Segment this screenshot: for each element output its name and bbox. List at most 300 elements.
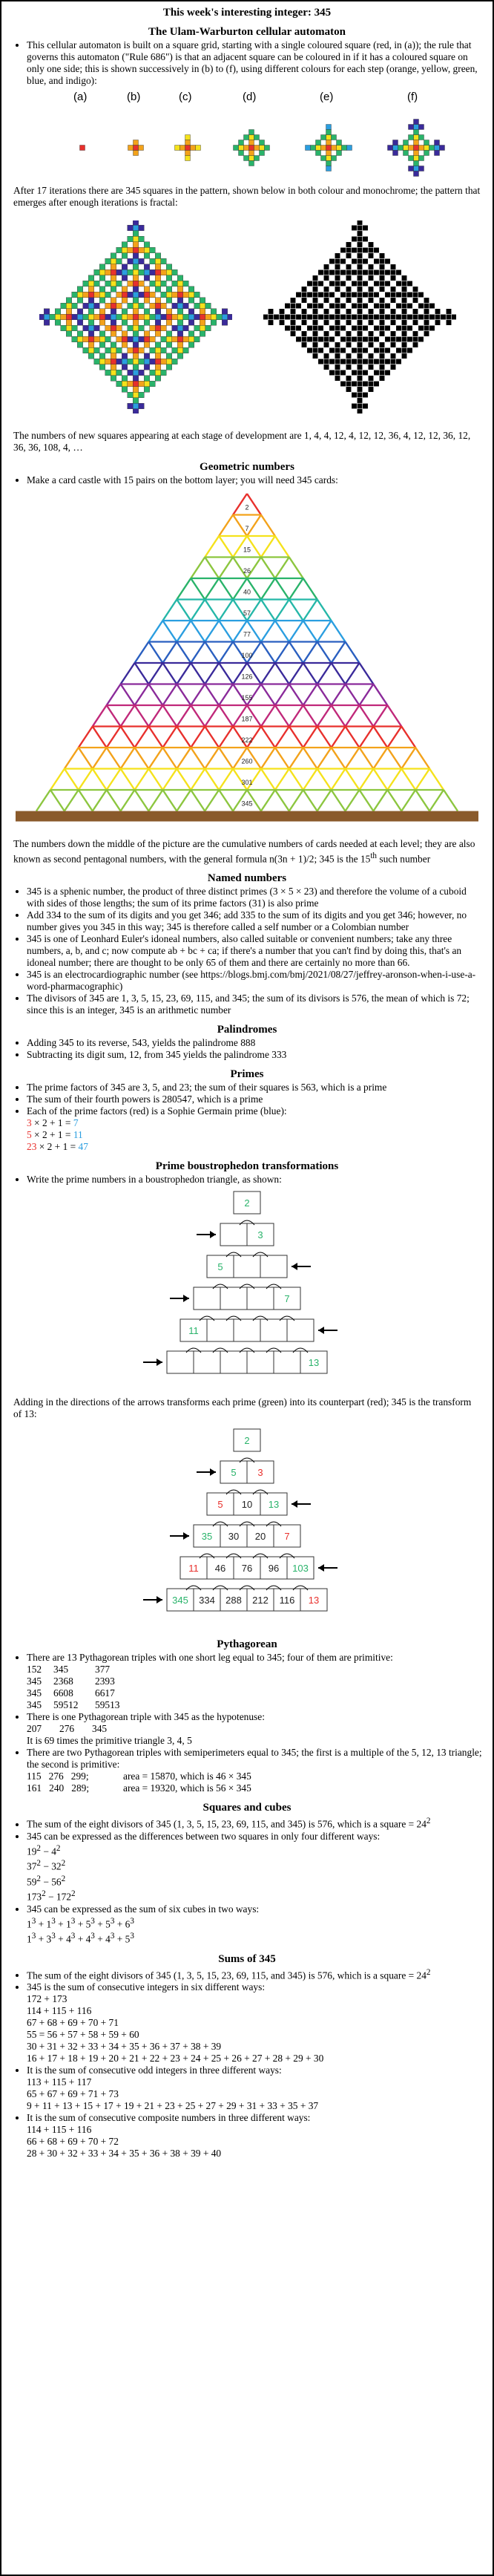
triple-value: 152 [27, 1664, 42, 1676]
pattern-cell-mono [412, 320, 418, 326]
card [289, 769, 303, 791]
card [275, 748, 289, 769]
tri-cell [167, 1351, 194, 1373]
stage-cell [185, 146, 191, 151]
pattern-cell-mono [329, 347, 335, 353]
pattern-cell [144, 387, 150, 393]
pattern-cell-mono [301, 292, 307, 298]
pattern-cell [133, 258, 139, 264]
stage-cell [332, 146, 337, 151]
triple-value: 345 [27, 1687, 42, 1699]
pattern-cell [61, 314, 67, 320]
pattern-cell [188, 292, 194, 298]
pattern-cell [144, 336, 150, 342]
card [275, 663, 289, 684]
pattern-cell-mono [346, 320, 352, 326]
pattern-cell-mono [379, 264, 385, 270]
pattern-cell-mono [379, 325, 385, 331]
stage-cell [306, 146, 311, 151]
stage-cell [332, 156, 337, 161]
pattern-cell [172, 269, 178, 275]
pattern-cell-mono [435, 320, 441, 326]
card [275, 536, 289, 558]
tri-value: 2 [244, 1435, 250, 1447]
tri-value: 76 [241, 1563, 253, 1575]
stage-cell [321, 146, 326, 151]
pattern-cell [77, 298, 83, 304]
pattern-cell-mono [357, 258, 363, 264]
op: + [94, 1933, 106, 1945]
stage-cell [424, 151, 429, 156]
pattern-cell-mono [407, 314, 413, 320]
card [177, 705, 191, 727]
card [429, 790, 444, 811]
pattern-cell-mono [307, 292, 313, 298]
pattern-cell-mono [318, 269, 324, 275]
base: 1 [27, 1933, 32, 1945]
pattern-cell-mono [368, 342, 374, 348]
named-item: • Add 334 to the sum of its digits and you get 346; add 335 to the sum of its digits and you get 346; however, no number gives you 345 in this way; 345 is therefore called a self number or a Colombian number [27, 909, 482, 933]
pattern-cell-mono [307, 303, 313, 309]
pattern-cell-mono [379, 258, 385, 264]
tri-value: 3 [257, 1229, 263, 1241]
stage-cell [414, 130, 419, 135]
pattern-cell-mono [424, 314, 429, 320]
pattern-cell-mono [363, 303, 369, 309]
card [219, 642, 233, 664]
exp: 2 [36, 1843, 41, 1853]
geometric-after-sup: th [370, 851, 378, 860]
pattern-cell-mono [385, 292, 391, 298]
pattern-cell [133, 320, 139, 326]
pattern-cell [222, 314, 228, 320]
card [261, 790, 275, 811]
pattern-cell [133, 298, 139, 304]
pattern-cell [116, 258, 122, 264]
exp: 2 [36, 1874, 41, 1883]
triple-row [27, 1676, 482, 1687]
base: 37 [27, 1860, 37, 1872]
card [162, 684, 177, 706]
pattern-cell-mono [340, 314, 346, 320]
op: + [36, 1933, 47, 1945]
pattern-cell-mono [379, 269, 385, 275]
pattern-cell-mono [301, 314, 307, 320]
pattern-cell [122, 359, 128, 365]
pattern-cell [128, 403, 134, 409]
pattern-cell-mono [396, 347, 402, 353]
pattern-cell-mono [268, 320, 274, 326]
base: 59 [27, 1876, 37, 1888]
stage-cell [414, 146, 419, 151]
stage-cell [128, 146, 134, 151]
pattern-cell-mono [307, 347, 313, 353]
pattern-cell [144, 381, 150, 387]
pattern-cell [122, 242, 128, 248]
pattern-cell [133, 292, 139, 298]
pattern-cell-mono [374, 281, 380, 287]
pattern-cell-mono [368, 269, 374, 275]
pattern-cell [144, 314, 150, 320]
base: 4 [85, 1933, 91, 1945]
pattern-cell-mono [318, 303, 324, 309]
pattern-cell [194, 314, 200, 320]
card [387, 748, 401, 769]
pattern-cell-mono [390, 275, 396, 281]
card [346, 790, 360, 811]
pattern-cell-mono [323, 359, 329, 365]
pattern-cell-mono [335, 298, 340, 304]
pattern-cell-mono [346, 264, 352, 270]
semi-area: area = 19320, which is 56 × 345 [123, 1782, 251, 1794]
card [346, 748, 360, 769]
tri-value: 96 [268, 1563, 280, 1575]
pattern-cell [88, 342, 94, 348]
triple-value: 59512 [53, 1699, 79, 1711]
op: + [114, 1918, 125, 1930]
pattern-cell-mono [296, 292, 302, 298]
pattern-cell-mono [363, 258, 369, 264]
card [289, 790, 303, 811]
stage-cell [347, 146, 352, 151]
pattern-cell [55, 314, 61, 320]
pattern-cell [166, 298, 172, 304]
pattern-cell-mono [357, 403, 363, 409]
safe-prime: 11 [73, 1129, 83, 1141]
pattern-cell-mono [390, 314, 396, 320]
stage-cell [191, 146, 196, 151]
pattern-cell [139, 381, 145, 387]
pattern-cell-mono [385, 325, 391, 331]
card [148, 748, 162, 769]
pattern-cell [144, 359, 150, 365]
card [121, 663, 135, 684]
tri-value: 116 [279, 1595, 295, 1606]
stage-cell [326, 166, 332, 171]
stage-cell [424, 140, 429, 146]
base: 3 [46, 1933, 52, 1945]
pattern-cell [133, 303, 139, 309]
exp: 2 [36, 1859, 41, 1869]
op: + [94, 1918, 106, 1930]
pattern-cell [133, 231, 139, 237]
sophie-germain-lines [12, 1117, 482, 1153]
card-count-label: 77 [243, 630, 251, 638]
pattern-cell [150, 347, 156, 353]
pattern-cell-mono [268, 309, 274, 315]
pattern-cell [200, 303, 205, 309]
card [261, 536, 275, 558]
pattern-cell-mono [368, 253, 374, 259]
pattern-cell-mono [335, 303, 340, 309]
card [415, 769, 429, 791]
pattern-cell [200, 331, 205, 337]
card [135, 769, 149, 791]
exp: 3 [130, 1932, 134, 1941]
named-list [12, 886, 482, 1016]
pattern-cell-mono [301, 287, 307, 292]
pattern-cell-mono [368, 287, 374, 292]
pattern-cell [133, 309, 139, 315]
card [275, 621, 289, 642]
pattern-cell-mono [346, 292, 352, 298]
pattern-cell-mono [296, 303, 302, 309]
triple-value: 2393 [95, 1676, 115, 1687]
card [387, 727, 401, 748]
square-diff [27, 1843, 482, 1857]
pattern-cell [166, 336, 172, 342]
stage-cell [409, 156, 414, 161]
pattern-cell [99, 298, 105, 304]
pattern-cell-mono [418, 292, 424, 298]
pattern-cell-mono [279, 320, 285, 326]
pattern-cell [177, 287, 183, 292]
op: − [45, 1891, 56, 1903]
pattern-cell [122, 287, 128, 292]
named-item: • 345 is a sphenic number, the product of three distinct primes (3 × 5 × 23) and therefore the volume of a cuboid with sides of those lengths; the sum of its prime factors (31) is also prime [27, 886, 482, 909]
card [219, 578, 233, 600]
exp: 3 [31, 1916, 36, 1926]
stage-cell [185, 151, 191, 156]
pattern-cell [99, 314, 105, 320]
palindromes-list [12, 1037, 482, 1061]
stage-cell [249, 151, 254, 156]
pattern-cell-mono [396, 314, 402, 320]
card [219, 748, 233, 769]
pattern-cell-mono [368, 292, 374, 298]
semi-row [27, 1771, 482, 1782]
card-count-label: 15 [243, 546, 251, 554]
card [93, 748, 107, 769]
pattern-cell [155, 264, 161, 270]
pattern-cell-mono [346, 331, 352, 337]
card [317, 790, 332, 811]
card [401, 769, 415, 791]
card [219, 727, 233, 748]
pattern-cell-mono [340, 336, 346, 342]
tri-value: 5 [217, 1261, 223, 1273]
pattern-cell-mono [396, 281, 402, 287]
pattern-cell-mono [357, 325, 363, 331]
card [191, 558, 205, 579]
card [387, 790, 401, 811]
card [148, 705, 162, 727]
card [191, 684, 205, 706]
stage-cell [393, 151, 398, 156]
card [205, 748, 219, 769]
ulam-section [1, 39, 493, 87]
pattern-cell [88, 303, 94, 309]
pattern-cell [161, 314, 167, 320]
pattern-cell-mono [346, 381, 352, 387]
card [135, 663, 149, 684]
pattern-cell [133, 359, 139, 365]
card [359, 663, 373, 684]
card [205, 684, 219, 706]
pattern-cell [194, 325, 200, 331]
pattern-cell [77, 336, 83, 342]
card [332, 621, 346, 642]
stage-labels [24, 91, 470, 106]
card-count-label: 187 [241, 715, 253, 723]
pattern-cell [83, 336, 89, 342]
stage-cell [311, 146, 316, 151]
stage-cell [254, 146, 260, 151]
card [148, 769, 162, 791]
pattern-cell-mono [323, 298, 329, 304]
sophie-expr: × 2 + 1 = [36, 1141, 79, 1153]
pattern-cell [177, 342, 183, 348]
card [162, 790, 177, 811]
pattern-cell-mono [407, 292, 413, 298]
card [162, 642, 177, 664]
pattern-cell [111, 287, 116, 292]
card [303, 727, 317, 748]
card [261, 578, 275, 600]
stage-cell [342, 146, 347, 151]
pattern-cell-mono [329, 258, 335, 264]
pattern-cell [77, 342, 83, 348]
pattern-cell-mono [401, 314, 407, 320]
card [332, 684, 346, 706]
pattern-cell [99, 287, 105, 292]
boustro-bullet: • Write the prime numbers in a boustrophedon triangle, as shown: [27, 1174, 482, 1186]
pattern-cell-mono [390, 353, 396, 359]
exp: 3 [110, 1932, 115, 1941]
card [317, 600, 332, 621]
pattern-cell [122, 336, 128, 342]
pattern-cell [99, 320, 105, 326]
pattern-cell-mono [385, 303, 391, 309]
pattern-cell [122, 376, 128, 382]
stage-cell [234, 146, 239, 151]
pattern-cell [133, 381, 139, 387]
pattern-cell-mono [424, 320, 429, 326]
exp: 3 [70, 1916, 76, 1926]
pattern-cell-mono [379, 331, 385, 337]
pattern-cell-mono [401, 309, 407, 315]
pattern-cell [128, 247, 134, 253]
pattern-cell [111, 258, 116, 264]
pattern-cell [122, 314, 128, 320]
card [121, 748, 135, 769]
pattern-cell [122, 264, 128, 270]
pattern-cell-mono [363, 314, 369, 320]
pattern-cell-mono [346, 287, 352, 292]
pattern-cell-mono [318, 292, 324, 298]
card [317, 663, 332, 684]
pattern-cell [177, 281, 183, 287]
pattern-cell [150, 325, 156, 331]
stage-cell [419, 146, 424, 151]
card [219, 769, 233, 791]
pattern-cell-mono [374, 247, 380, 253]
card [261, 748, 275, 769]
pattern-cell [111, 325, 116, 331]
pattern-cell [188, 298, 194, 304]
pattern-cell-mono [268, 314, 274, 320]
card [205, 705, 219, 727]
pattern-cell [222, 320, 228, 326]
pattern-cell [144, 292, 150, 298]
stage-cell [404, 140, 409, 146]
stage-cell [326, 156, 332, 161]
pattern-cell [128, 269, 134, 275]
card [303, 705, 317, 727]
pattern-cell [99, 309, 105, 315]
pattern-cell [139, 225, 145, 231]
pattern-cell-mono [352, 403, 358, 409]
pattern-cell-mono [301, 320, 307, 326]
pattern-cell [99, 292, 105, 298]
pattern-cell-mono [379, 275, 385, 281]
pattern-cell [99, 365, 105, 370]
pattern-cell [139, 292, 145, 298]
tri-value: 11 [188, 1563, 199, 1575]
triple-value: 6617 [95, 1687, 115, 1699]
tri-value: 11 [188, 1325, 199, 1337]
named-item: • 345 is an electrocardiographic number (see https://blogs.bmj.com/bmj/2021/08/27/jeffrey-aronson-when-i-use-a-word-pharmacographic) [27, 969, 482, 993]
pattern-cell-mono [385, 347, 391, 353]
pattern-cell [161, 347, 167, 353]
card [65, 769, 79, 791]
stage-cell [321, 135, 326, 140]
card [303, 578, 317, 600]
pattern-cell-mono [374, 370, 380, 376]
pattern-cell [161, 269, 167, 275]
pattern-cell-mono [407, 281, 413, 287]
pattern-cell [200, 314, 205, 320]
pattern-cell [228, 314, 232, 320]
tri-cell [220, 1351, 247, 1373]
pattern-cell-mono [335, 365, 340, 370]
triple-value: 6608 [53, 1687, 73, 1699]
pattern-cell [55, 320, 61, 326]
pattern-cell-mono [352, 347, 358, 353]
pattern-cell [161, 303, 167, 309]
pattern-cell [122, 353, 128, 359]
pattern-cell-mono [301, 342, 307, 348]
cube-sum [27, 1930, 482, 1945]
pattern-cell-mono [329, 370, 335, 376]
pyth-b3 [27, 1747, 482, 1794]
pattern-cell-mono [335, 376, 340, 382]
sq-b1 [27, 1815, 482, 1830]
pattern-cell [144, 342, 150, 348]
sq-b3-text: 345 can be expressed as the sum of six cubes in two ways: [27, 1903, 260, 1915]
pattern-cell [139, 236, 145, 242]
card [135, 790, 149, 811]
exp: 3 [110, 1916, 115, 1926]
tri-value: 10 [241, 1499, 253, 1511]
pattern-cell-mono [318, 347, 324, 353]
base: 56 [51, 1876, 62, 1888]
card [162, 600, 177, 621]
stage-cell [139, 146, 144, 151]
tri-cell [260, 1255, 287, 1278]
stage-cell [134, 146, 139, 151]
pattern-cell [166, 365, 172, 370]
pattern-cell [133, 242, 139, 248]
stage-cell [326, 151, 332, 156]
pattern-cell-mono [390, 331, 396, 337]
pattern-cell-mono [390, 264, 396, 270]
card [219, 790, 233, 811]
ulam-17-figure [24, 212, 470, 427]
pattern-cell-mono [352, 236, 358, 242]
pattern-cell [88, 314, 94, 320]
card [93, 727, 107, 748]
